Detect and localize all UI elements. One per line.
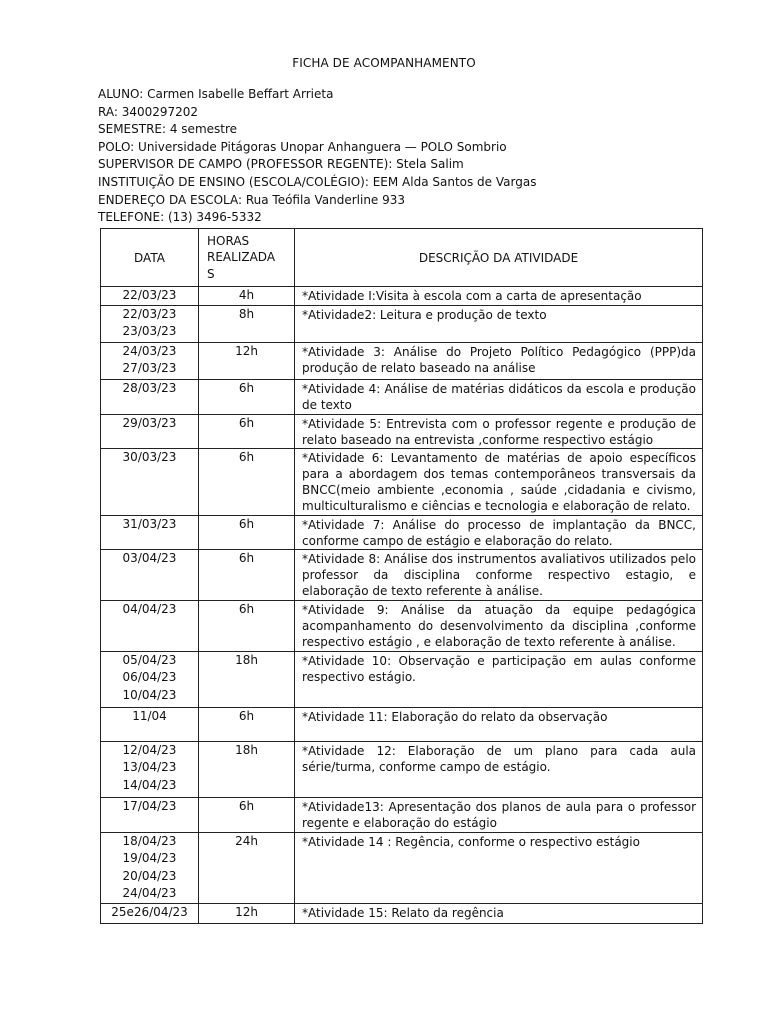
table-row bbox=[101, 549, 703, 600]
info-student-name: ALUNO: Carmen Isabelle Beffart Arrieta bbox=[98, 87, 334, 101]
row-dates bbox=[101, 600, 199, 651]
row-description: *Atividade 12: Elaboração de um plano para cada aula série/turma, conforme campo de estágio. bbox=[295, 741, 703, 797]
row-dates bbox=[101, 515, 199, 549]
row-date: 14/04/23 bbox=[122, 777, 177, 792]
student-info-block bbox=[98, 86, 536, 227]
row-date: 11/04 bbox=[132, 708, 167, 723]
header-description: DESCRIÇÃO DA ATIVIDADE bbox=[295, 229, 703, 287]
info-supervisor: SUPERVISOR DE CAMPO (PROFESSOR REGENTE): Stela Salim bbox=[98, 157, 464, 172]
table-row bbox=[101, 448, 703, 515]
row-date: 23/03/23 bbox=[122, 324, 177, 338]
row-description: *Atividade 4: Análise de matérias didáticos da escola e produção de texto bbox=[295, 379, 703, 414]
row-hours: 18h bbox=[199, 741, 295, 797]
row-date: 30/03/23 bbox=[122, 449, 177, 464]
row-date: 10/04/23 bbox=[122, 687, 177, 702]
row-date: 13/04/23 bbox=[122, 760, 177, 774]
row-description: *Atividade 7: Análise do processo de implantação da BNCC, conforme campo de estágio e elaboração do relato. bbox=[295, 515, 703, 549]
row-dates bbox=[101, 549, 199, 600]
row-dates bbox=[101, 305, 199, 342]
row-hours: 12h bbox=[199, 342, 295, 379]
row-hours: 24h bbox=[199, 832, 295, 903]
row-date: 17/04/23 bbox=[122, 798, 177, 813]
row-date: 31/03/23 bbox=[122, 516, 177, 531]
row-dates bbox=[101, 448, 199, 515]
row-date: 19/04/23 bbox=[122, 851, 177, 865]
table-row bbox=[101, 832, 703, 903]
row-dates bbox=[101, 741, 199, 797]
table-row bbox=[101, 287, 703, 306]
info-ra: RA: 3400297202 bbox=[98, 104, 199, 119]
row-dates bbox=[101, 651, 199, 707]
row-date: 20/04/23 bbox=[122, 868, 177, 883]
row-hours: 6h bbox=[199, 600, 295, 651]
header-hours-label bbox=[207, 234, 275, 281]
table-row bbox=[101, 414, 703, 448]
row-description: *Atividade 14 : Regência, conforme o respectivo estágio bbox=[295, 832, 703, 903]
row-hours: 12h bbox=[199, 903, 295, 923]
row-description: *Atividade 3: Análise do Projeto Político Pedagógico (PPP)da produção de relato baseado na análise bbox=[295, 342, 703, 379]
row-hours: 8h bbox=[199, 305, 295, 342]
row-date: 25e26/04/23 bbox=[111, 904, 188, 919]
table-row bbox=[101, 515, 703, 549]
table-row bbox=[101, 600, 703, 651]
row-date: 29/03/23 bbox=[122, 415, 177, 430]
row-dates bbox=[101, 342, 199, 379]
row-date: 27/03/23 bbox=[122, 361, 177, 375]
row-hours: 4h bbox=[199, 287, 295, 306]
header-hours-part: HORAS bbox=[207, 233, 250, 248]
table-row bbox=[101, 379, 703, 414]
row-hours: 6h bbox=[199, 414, 295, 448]
row-hours: 6h bbox=[199, 549, 295, 600]
info-semester: SEMESTRE: 4 semestre bbox=[98, 122, 238, 137]
activity-table bbox=[100, 228, 703, 924]
row-date: 12/04/23 bbox=[122, 742, 177, 757]
row-hours: 6h bbox=[199, 515, 295, 549]
header-hours bbox=[199, 229, 295, 287]
header-date: DATA bbox=[101, 229, 199, 287]
table-row bbox=[101, 741, 703, 797]
row-description: *Atividade 11: Elaboração do relato da observação bbox=[295, 707, 703, 741]
table-row bbox=[101, 651, 703, 707]
row-description: *Atividade 10: Observação e participação em aulas conforme respectivo estágio. bbox=[295, 651, 703, 707]
row-date: 05/04/23 bbox=[122, 652, 177, 667]
row-description: *Atividade13: Apresentação dos planos de aula para o professor regente e elaboração do estágio bbox=[295, 797, 703, 832]
row-date: 22/03/23 bbox=[122, 288, 177, 302]
row-description: *Atividade 6: Levantamento de matérias de apoio específicos para a abordagem dos temas contemporâneos transversais da BNCC(meio ambiente ,economia , saúde ,cidadania e civismo, multiculturalismo e ciências e tecnologia e elaboração de relato. bbox=[295, 448, 703, 515]
header-hours-part: S bbox=[207, 266, 215, 281]
row-date: 22/03/23 bbox=[122, 306, 177, 321]
row-description: *Atividade2: Leitura e produção de texto bbox=[295, 305, 703, 342]
row-dates bbox=[101, 903, 199, 923]
row-hours: 18h bbox=[199, 651, 295, 707]
info-polo: POLO: Universidade Pitágoras Unopar Anhanguera — POLO Sombrio bbox=[98, 139, 507, 154]
table-row bbox=[101, 342, 703, 379]
row-dates bbox=[101, 414, 199, 448]
info-phone: TELEFONE: (13) 3496-5332 bbox=[98, 210, 262, 225]
info-institution: INSTITUIÇÃO DE ENSINO (ESCOLA/COLÉGIO): EEM Alda Santos de Vargas bbox=[98, 174, 537, 189]
row-date: 24/03/23 bbox=[122, 343, 177, 358]
row-hours: 6h bbox=[199, 797, 295, 832]
row-dates bbox=[101, 379, 199, 414]
table-header-row bbox=[101, 229, 703, 287]
table-row bbox=[101, 903, 703, 923]
row-dates bbox=[101, 832, 199, 903]
row-dates bbox=[101, 287, 199, 306]
document-title: FICHA DE ACOMPANHAMENTO bbox=[292, 56, 476, 70]
row-description: *Atividade 5: Entrevista com o professor regente e produção de relato baseado na entrevista ,conforme respectivo estágio bbox=[295, 414, 703, 448]
row-hours: 6h bbox=[199, 448, 295, 515]
row-description: *Atividade I:Visita à escola com a carta de apresentação bbox=[295, 287, 703, 306]
row-date: 06/04/23 bbox=[122, 670, 177, 684]
row-description: *Atividade 15: Relato da regência bbox=[295, 903, 703, 923]
header-hours-part: REALIZADA bbox=[207, 250, 276, 265]
row-date: 03/04/23 bbox=[122, 550, 177, 565]
row-dates bbox=[101, 707, 199, 741]
row-date: 24/04/23 bbox=[122, 886, 177, 900]
row-dates bbox=[101, 797, 199, 832]
row-date: 04/04/23 bbox=[122, 601, 177, 616]
info-school-address: ENDEREÇO DA ESCOLA: Rua Teófila Vanderline 933 bbox=[98, 192, 406, 207]
table-row bbox=[101, 305, 703, 342]
row-hours: 6h bbox=[199, 707, 295, 741]
table-row bbox=[101, 797, 703, 832]
row-date: 18/04/23 bbox=[122, 833, 177, 848]
row-date: 28/03/23 bbox=[122, 380, 177, 395]
row-description: *Atividade 8: Análise dos instrumentos avaliativos utilizados pelo professor da disciplina conforme respectivo estagio, e elaboração de texto referente à análise. bbox=[295, 549, 703, 600]
row-description: *Atividade 9: Análise da atuação da equipe pedagógica acompanhamento do desenvolvimento da disciplina ,conforme respectivo estágio , e elaboração de texto referente à análise. bbox=[295, 600, 703, 651]
row-hours: 6h bbox=[199, 379, 295, 414]
table-row bbox=[101, 707, 703, 741]
